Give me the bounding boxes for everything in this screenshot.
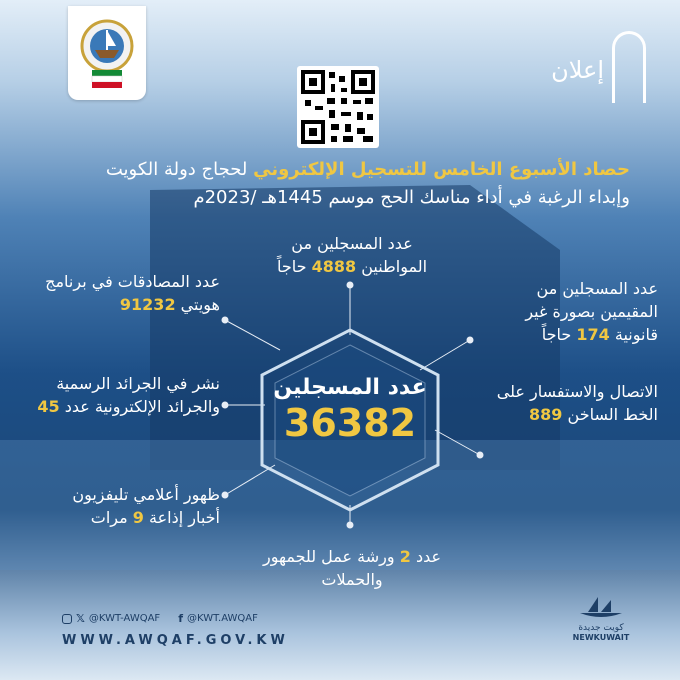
website-link[interactable]: WWW.AWQAF.GOV.KW — [62, 633, 289, 648]
title-line-2: وإبداء الرغبة في أداء مناسك الحج موسم 1445هـ /2023م — [193, 187, 630, 208]
stat-residents-value: 174 — [576, 325, 610, 344]
facebook-icon[interactable]: f — [178, 612, 183, 625]
stat-approvals-value: 91232 — [119, 295, 176, 314]
title-rest: لحجاج دولة الكويت — [105, 159, 248, 180]
center-value: 36382 — [283, 401, 417, 445]
footer-social — [62, 612, 258, 625]
x-icon[interactable]: 𝕏 — [76, 612, 85, 625]
stat-workshops — [262, 545, 442, 591]
stat-hotline-value: 889 — [529, 405, 563, 424]
stat-media-value: 9 — [132, 508, 144, 527]
connector-dot — [467, 337, 473, 343]
instagram-icon[interactable] — [62, 614, 72, 624]
stat-hotline-text: الاتصال والاستفسار على الخط الساخن — [496, 382, 658, 424]
newkuwait-logo — [566, 595, 636, 642]
arch-icon — [612, 31, 646, 103]
dhow-icon — [576, 595, 626, 619]
stat-workshops-value: 2 — [399, 547, 411, 566]
page-title — [30, 156, 630, 212]
connector-dot — [222, 317, 228, 323]
connector-dot — [477, 452, 483, 458]
stat-press — [30, 372, 220, 418]
announcement-label: إعلان — [551, 56, 604, 84]
stat-residents — [478, 277, 658, 346]
stat-hotline — [478, 380, 658, 426]
social-handle-2[interactable]: @KWT.AWQAF — [187, 613, 258, 624]
center-stat — [262, 375, 438, 446]
center-label: عدد المسجلين — [273, 375, 427, 400]
stat-residents-text: عدد المسجلين من المقيمين بصورة غير قانونية — [525, 279, 658, 344]
stat-press-text: نشر في الجرائد الرسمية والجرائد الإلكترونية عدد — [56, 374, 220, 416]
connector-dot — [347, 522, 353, 528]
stat-approvals-text: عدد المصادقات في برنامج هويتي — [45, 272, 220, 314]
brand-english: NEWKUWAIT — [572, 633, 630, 642]
qr-code[interactable] — [297, 66, 379, 148]
stat-approvals — [40, 270, 220, 316]
title-line-1 — [30, 156, 630, 184]
brand-arabic: كويت جديدة — [578, 623, 624, 633]
stat-workshops-prefix: عدد — [415, 547, 442, 566]
connector-dot — [347, 282, 353, 288]
stat-residents-unit: حاجاً — [541, 325, 572, 344]
ministry-emblem — [68, 6, 146, 100]
stat-citizens-value: 4888 — [311, 257, 357, 276]
connector-dot — [222, 402, 228, 408]
stat-citizens-text: عدد المسجلين من المواطنين — [291, 234, 428, 276]
stat-workshops-text: ورشة عمل للجمهور والحملات — [262, 547, 395, 589]
stat-media-text: ظهور أعلامي تليفزيون أخبار إذاعة — [72, 485, 220, 527]
qr-code-icon — [297, 66, 379, 148]
stat-citizens-unit: حاجاً — [276, 257, 307, 276]
stat-press-value: 45 — [37, 397, 60, 416]
connector-dot — [222, 492, 228, 498]
emblem-icon — [68, 6, 146, 100]
stat-media-unit: مرات — [90, 508, 128, 527]
stat-media — [40, 483, 220, 529]
social-handle-1[interactable]: @KWT-AWQAF — [88, 613, 161, 624]
stat-citizens — [262, 232, 442, 278]
title-highlight: حصاد الأسبوع الخامس للتسجيل الإلكتروني — [253, 159, 630, 180]
